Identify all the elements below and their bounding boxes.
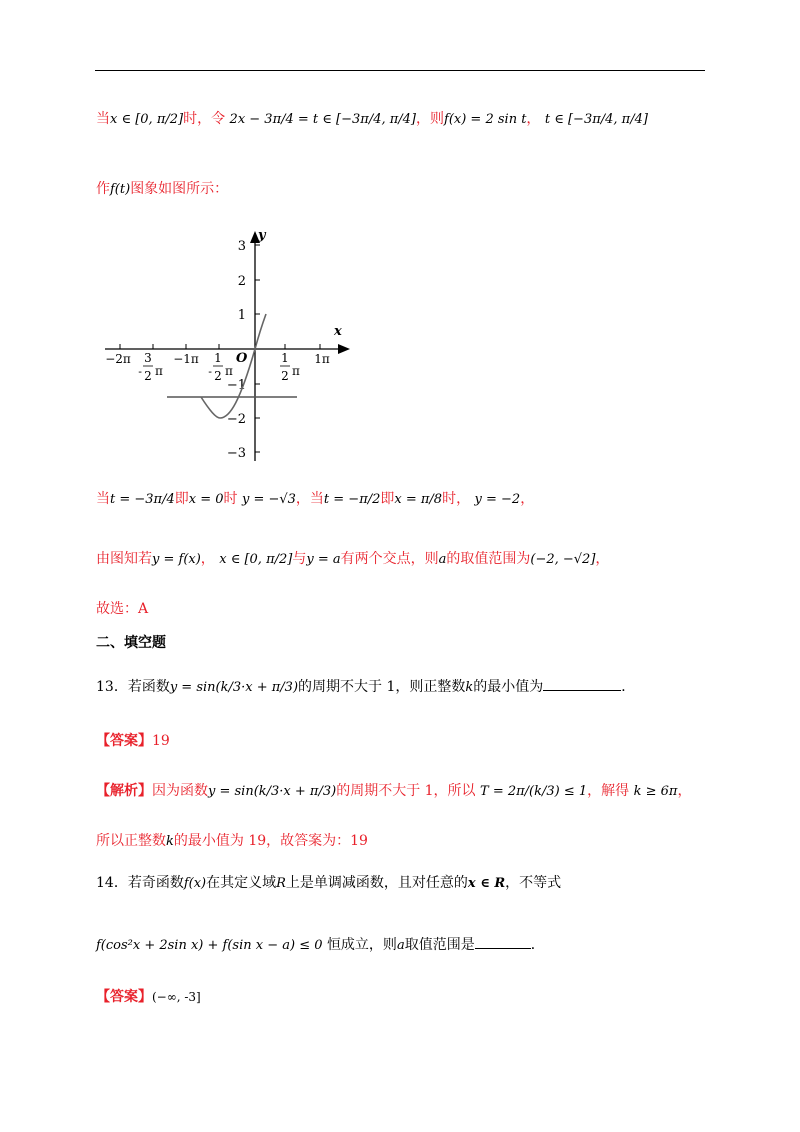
question-13: [96, 676, 635, 696]
math-variable: k: [166, 834, 174, 849]
text-fragment: 因为函数: [152, 783, 208, 799]
svg-text:1: 1: [214, 351, 222, 365]
math-period: T = 2π/(k/3) ≤ 1: [480, 784, 588, 799]
question-number: 13．若函数: [96, 679, 170, 695]
x-frac-tick-label: [280, 351, 300, 383]
math-domain: x ∈ [0, π/2]: [219, 552, 293, 567]
math-variable: k: [465, 680, 474, 695]
text-fragment: 的取值范围为: [446, 551, 531, 567]
math-domain: x ∈ [0, π/2]: [110, 112, 184, 127]
text-fragment: 的周期不大于 1，则正整数: [298, 679, 466, 695]
answer-value: (−∞, -3]: [152, 990, 201, 1004]
y-tick-label: 2: [237, 274, 246, 289]
text-fragment: 恒成立，则: [326, 937, 397, 953]
text-fragment: 即: [174, 491, 189, 507]
text-fragment: ，当: [295, 491, 324, 507]
text-fragment: ．: [621, 679, 636, 695]
text-fragment: ，: [526, 111, 541, 127]
text-fragment: 时: [223, 491, 238, 507]
x-tick-label: −2π: [105, 352, 131, 366]
explanation-13-conclusion: [96, 830, 368, 850]
function-graph: [100, 225, 360, 470]
math-function: f(x) = 2 sin t: [444, 112, 527, 127]
math-x-value: x = 0: [188, 492, 224, 507]
math-t-value: t = −3π/4: [110, 492, 175, 507]
solution-line-conclusion: [96, 548, 609, 568]
y-tick-label: −1: [226, 378, 246, 393]
question-14-inequality: [96, 934, 545, 954]
text-fragment: 取值范围是: [404, 937, 475, 953]
answer-blank: [475, 948, 531, 949]
math-inequality: k ≥ 6π: [633, 784, 678, 799]
x-axis-arrow: [338, 344, 350, 354]
y-tick-label: 1: [237, 308, 246, 323]
text-fragment: 有两个交点，则: [340, 551, 439, 567]
y-axis-label: y: [258, 228, 266, 243]
math-t-value: t = −π/2: [323, 492, 381, 507]
text-fragment: ．: [530, 937, 545, 953]
question-number: 14．若奇函数: [96, 875, 184, 891]
math-y-value: y = −√3: [241, 492, 296, 507]
text-fragment: ，: [200, 551, 215, 567]
text-fragment: 时，: [442, 491, 471, 507]
answer-blank: [543, 690, 621, 691]
math-x-value: x = π/8: [394, 492, 443, 507]
text-fragment: 与: [292, 551, 307, 567]
text-fragment: ，解得: [587, 783, 630, 799]
math-y-value: y = −2: [474, 492, 521, 507]
text-fragment: 图象如图所示：: [130, 181, 229, 197]
text-fragment: 在其定义域: [206, 875, 277, 891]
answer-13: [96, 730, 170, 750]
text-fragment: 上是单调减函数，且对任意的: [285, 875, 468, 891]
text-fragment: ，: [595, 551, 610, 567]
x-tick-label: 1π: [314, 352, 330, 366]
math-ft: f(t): [110, 182, 131, 197]
text-fragment: ，: [520, 491, 535, 507]
header-rule: [95, 70, 705, 71]
y-tick-label: −2: [226, 412, 246, 427]
y-tick-label: 3: [237, 239, 246, 254]
math-substitution: 2x − 3π/4 = t ∈ [−3π/4, π/4]: [229, 112, 417, 127]
explanation-13: [96, 780, 691, 800]
text-fragment: ，则: [416, 111, 445, 127]
solution-line-graph-intro: [96, 178, 228, 198]
svg-text:2: 2: [144, 369, 152, 383]
text-fragment: 当: [96, 111, 110, 127]
answer-value: 19: [152, 733, 170, 749]
text-fragment: 作: [96, 181, 110, 197]
answer-14: [96, 986, 201, 1006]
section-heading: 二、填空题: [96, 635, 166, 651]
y-tick-label: −3: [226, 446, 246, 461]
x-tick-label: −1π: [173, 352, 199, 366]
explanation-label: 【解析】: [96, 783, 152, 799]
x-frac-tick-label: [138, 351, 163, 383]
math-function: y = f(x): [152, 552, 201, 567]
text-fragment: 的最小值为 19，故答案为：19: [173, 833, 368, 849]
math-function: y = sin(k/3·x + π/3): [208, 784, 337, 799]
svg-text:π: π: [292, 364, 300, 378]
math-t-range: t ∈ [−3π/4, π/4]: [544, 112, 648, 127]
answer-label: 【答案】: [96, 989, 152, 1005]
answer-label: 【答案】: [96, 733, 152, 749]
svg-text:π: π: [155, 364, 163, 378]
svg-text:2: 2: [214, 369, 222, 383]
math-variable: a: [438, 552, 447, 567]
x-axis-label: x: [334, 324, 342, 339]
math-variable: a: [396, 938, 405, 953]
math-function: y = sin(k/3·x + π/3): [169, 680, 299, 695]
svg-text:3: 3: [144, 351, 152, 365]
math-function: f(x): [183, 876, 207, 891]
text-fragment: ，: [677, 783, 692, 799]
text-fragment: 由图知若: [96, 551, 152, 567]
math-line: y = a: [306, 552, 341, 567]
math-condition: x ∈ R: [467, 876, 506, 891]
svg-text:π: π: [225, 364, 233, 378]
text-fragment: 即: [380, 491, 395, 507]
question-14: [96, 872, 561, 892]
origin-label: O: [236, 351, 248, 366]
text-fragment: 所以正整数: [96, 833, 166, 849]
text-fragment: 的周期不大于 1，所以: [336, 783, 476, 799]
text-fragment: 时，令: [183, 111, 226, 127]
svg-text:-: -: [208, 365, 212, 378]
text-fragment: 当: [96, 491, 110, 507]
solution-line-endpoints: [96, 488, 534, 508]
svg-text:1: 1: [281, 351, 289, 365]
svg-text:-: -: [138, 365, 142, 378]
solution-line-substitution: [96, 108, 648, 128]
answer-choice-line: 故选：A: [96, 601, 149, 617]
math-set: R: [276, 876, 286, 891]
math-inequality: f(cos²x + 2sin x) + f(sin x − a) ≤ 0: [96, 938, 323, 953]
math-range: (−2, −√2]: [530, 552, 596, 567]
text-fragment: 的最小值为: [473, 679, 544, 695]
svg-text:2: 2: [281, 369, 289, 383]
text-fragment: ，不等式: [505, 875, 562, 891]
